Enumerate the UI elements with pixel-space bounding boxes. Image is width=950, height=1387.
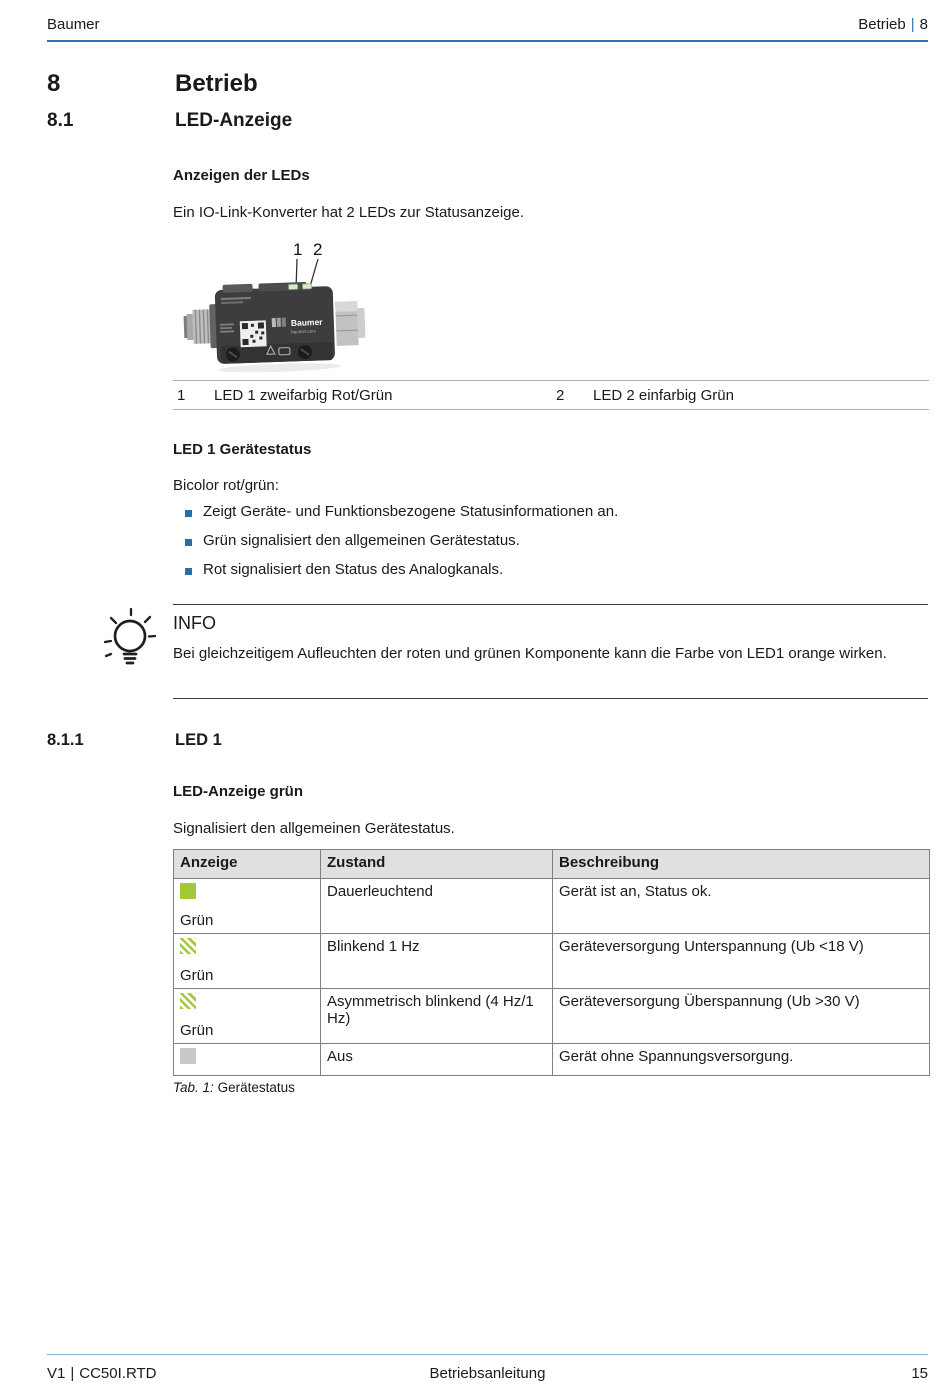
info-text: Bei gleichzeitigem Aufleuchten der roten und grünen Komponente kann die Farbe von LED1 orange wirken. <box>173 645 887 662</box>
legend-1-text: LED 1 zweifarbig Rot/Grün <box>214 386 393 404</box>
column-header-beschreibung: Beschreibung <box>553 850 930 879</box>
chapter-heading <box>47 70 928 98</box>
hex-nut-highlight <box>335 301 357 312</box>
device-shadow <box>217 362 341 374</box>
zustand-cell: Asymmetrisch blinkend (4 Hz/1 Hz) <box>321 989 553 1044</box>
zustand-cell: Blinkend 1 Hz <box>321 934 553 989</box>
bullet-text: Zeigt Geräte- und Funktionsbezogene Statusinformationen an. <box>203 503 619 520</box>
info-bottom-rule <box>173 698 928 699</box>
table-row <box>174 1044 930 1076</box>
device-brand-text: Baumer <box>290 316 323 328</box>
section-title: LED-Anzeige <box>175 110 293 131</box>
zustand-cell: Dauerleuchtend <box>321 879 553 934</box>
legend-2-text: LED 2 einfarbig Grün <box>593 386 734 404</box>
list-item <box>185 561 929 590</box>
qr-code <box>240 320 267 347</box>
device-top-tab-right <box>258 282 306 292</box>
zustand-cell: Aus <box>321 1044 553 1076</box>
led-off-gray-swatch <box>180 1048 196 1064</box>
leds-intro-text: Ein IO-Link-Konverter hat 2 LEDs zur Statusanzeige. <box>173 204 525 221</box>
leds-intro-title: Anzeigen der LEDs <box>173 167 310 184</box>
beschreibung-cell: Geräteversorgung Überspannung (Ub >30 V) <box>553 989 930 1044</box>
led-blinking-green-swatch <box>180 938 196 954</box>
chapter-number: 8 <box>47 70 61 97</box>
footer-doc-version: V1 <box>47 1365 66 1382</box>
beschreibung-cell: Gerät ist an, Status ok. <box>553 879 930 934</box>
device-top-tab-left <box>222 284 252 293</box>
bullet-square-icon <box>185 539 192 546</box>
header-brand: Baumer <box>47 16 100 33</box>
page-header <box>47 0 928 42</box>
led-solid-green-swatch <box>180 883 196 899</box>
beschreibung-cell: Gerät ohne Spannungsversorgung. <box>553 1044 930 1076</box>
bullet-square-icon <box>185 568 192 575</box>
footer-document-id <box>47 1365 341 1382</box>
info-title: INFO <box>173 613 216 633</box>
table-row <box>174 989 930 1044</box>
footer-separator: | <box>70 1365 75 1382</box>
bullet-text: Grün signalisiert den allgemeinen Gerätestatus. <box>203 532 520 549</box>
list-item <box>185 532 929 561</box>
legend-1-number: 1 <box>177 386 186 404</box>
legend-2-number: 2 <box>556 386 565 404</box>
section-heading <box>47 110 928 132</box>
led1-green-title: LED-Anzeige grün <box>173 783 303 800</box>
section-number: 8.1 <box>47 110 74 131</box>
header-right <box>858 16 928 33</box>
device-figure <box>160 232 460 380</box>
figure-legend <box>173 380 929 410</box>
device-status-intro: Bicolor rot/grün: <box>173 477 279 494</box>
lightbulb-icon <box>97 604 161 674</box>
page-footer <box>47 1354 928 1382</box>
header-separator: | <box>910 16 915 33</box>
status-bullet-list <box>185 503 929 590</box>
table-row <box>174 934 930 989</box>
subsection-title: LED 1 <box>175 731 222 749</box>
swatch-label: Grün <box>180 912 214 929</box>
io-link-converter-device <box>183 280 367 375</box>
led-2-window <box>303 284 312 289</box>
list-item <box>185 503 929 532</box>
led-1-window <box>289 284 298 289</box>
header-chapter-number: 8 <box>919 16 928 33</box>
bullet-text: Rot signalisiert den Status des Analogkanals. <box>203 561 504 578</box>
subsection-heading <box>47 731 928 750</box>
table-header-row <box>174 850 930 879</box>
column-header-zustand: Zustand <box>321 850 553 879</box>
led-blinking-green-swatch <box>180 993 196 1009</box>
header-section: Betrieb <box>858 16 906 33</box>
callout-2-label: 2 <box>313 240 323 259</box>
bullet-square-icon <box>185 510 192 517</box>
table-caption <box>173 1080 295 1095</box>
swatch-label: Grün <box>180 1022 214 1039</box>
beschreibung-cell: Geräteversorgung Unterspannung (Ub <18 V) <box>553 934 930 989</box>
hex-nut-cap <box>357 308 365 338</box>
swatch-label: Grün <box>180 967 214 984</box>
footer-doc-name: CC50I.RTD <box>79 1365 157 1382</box>
subsection-number: 8.1.1 <box>47 731 84 749</box>
column-header-anzeige: Anzeige <box>174 850 321 879</box>
footer-page-number: 15 <box>911 1365 929 1382</box>
device-status-table <box>173 849 930 1076</box>
device-status-title: LED 1 Gerätestatus <box>173 441 312 458</box>
table-caption-label: Tab. 1: <box>173 1080 214 1095</box>
info-top-rule <box>173 604 928 605</box>
table-row <box>174 879 930 934</box>
device-url-text: baumer.com <box>291 328 317 335</box>
table-caption-text: Gerätestatus <box>217 1080 295 1095</box>
callout-1-label: 1 <box>293 240 303 259</box>
footer-document-type: Betriebsanleitung <box>429 1365 546 1382</box>
led1-green-text: Signalisiert den allgemeinen Gerätestatus. <box>173 820 455 837</box>
chapter-title: Betrieb <box>175 70 258 97</box>
